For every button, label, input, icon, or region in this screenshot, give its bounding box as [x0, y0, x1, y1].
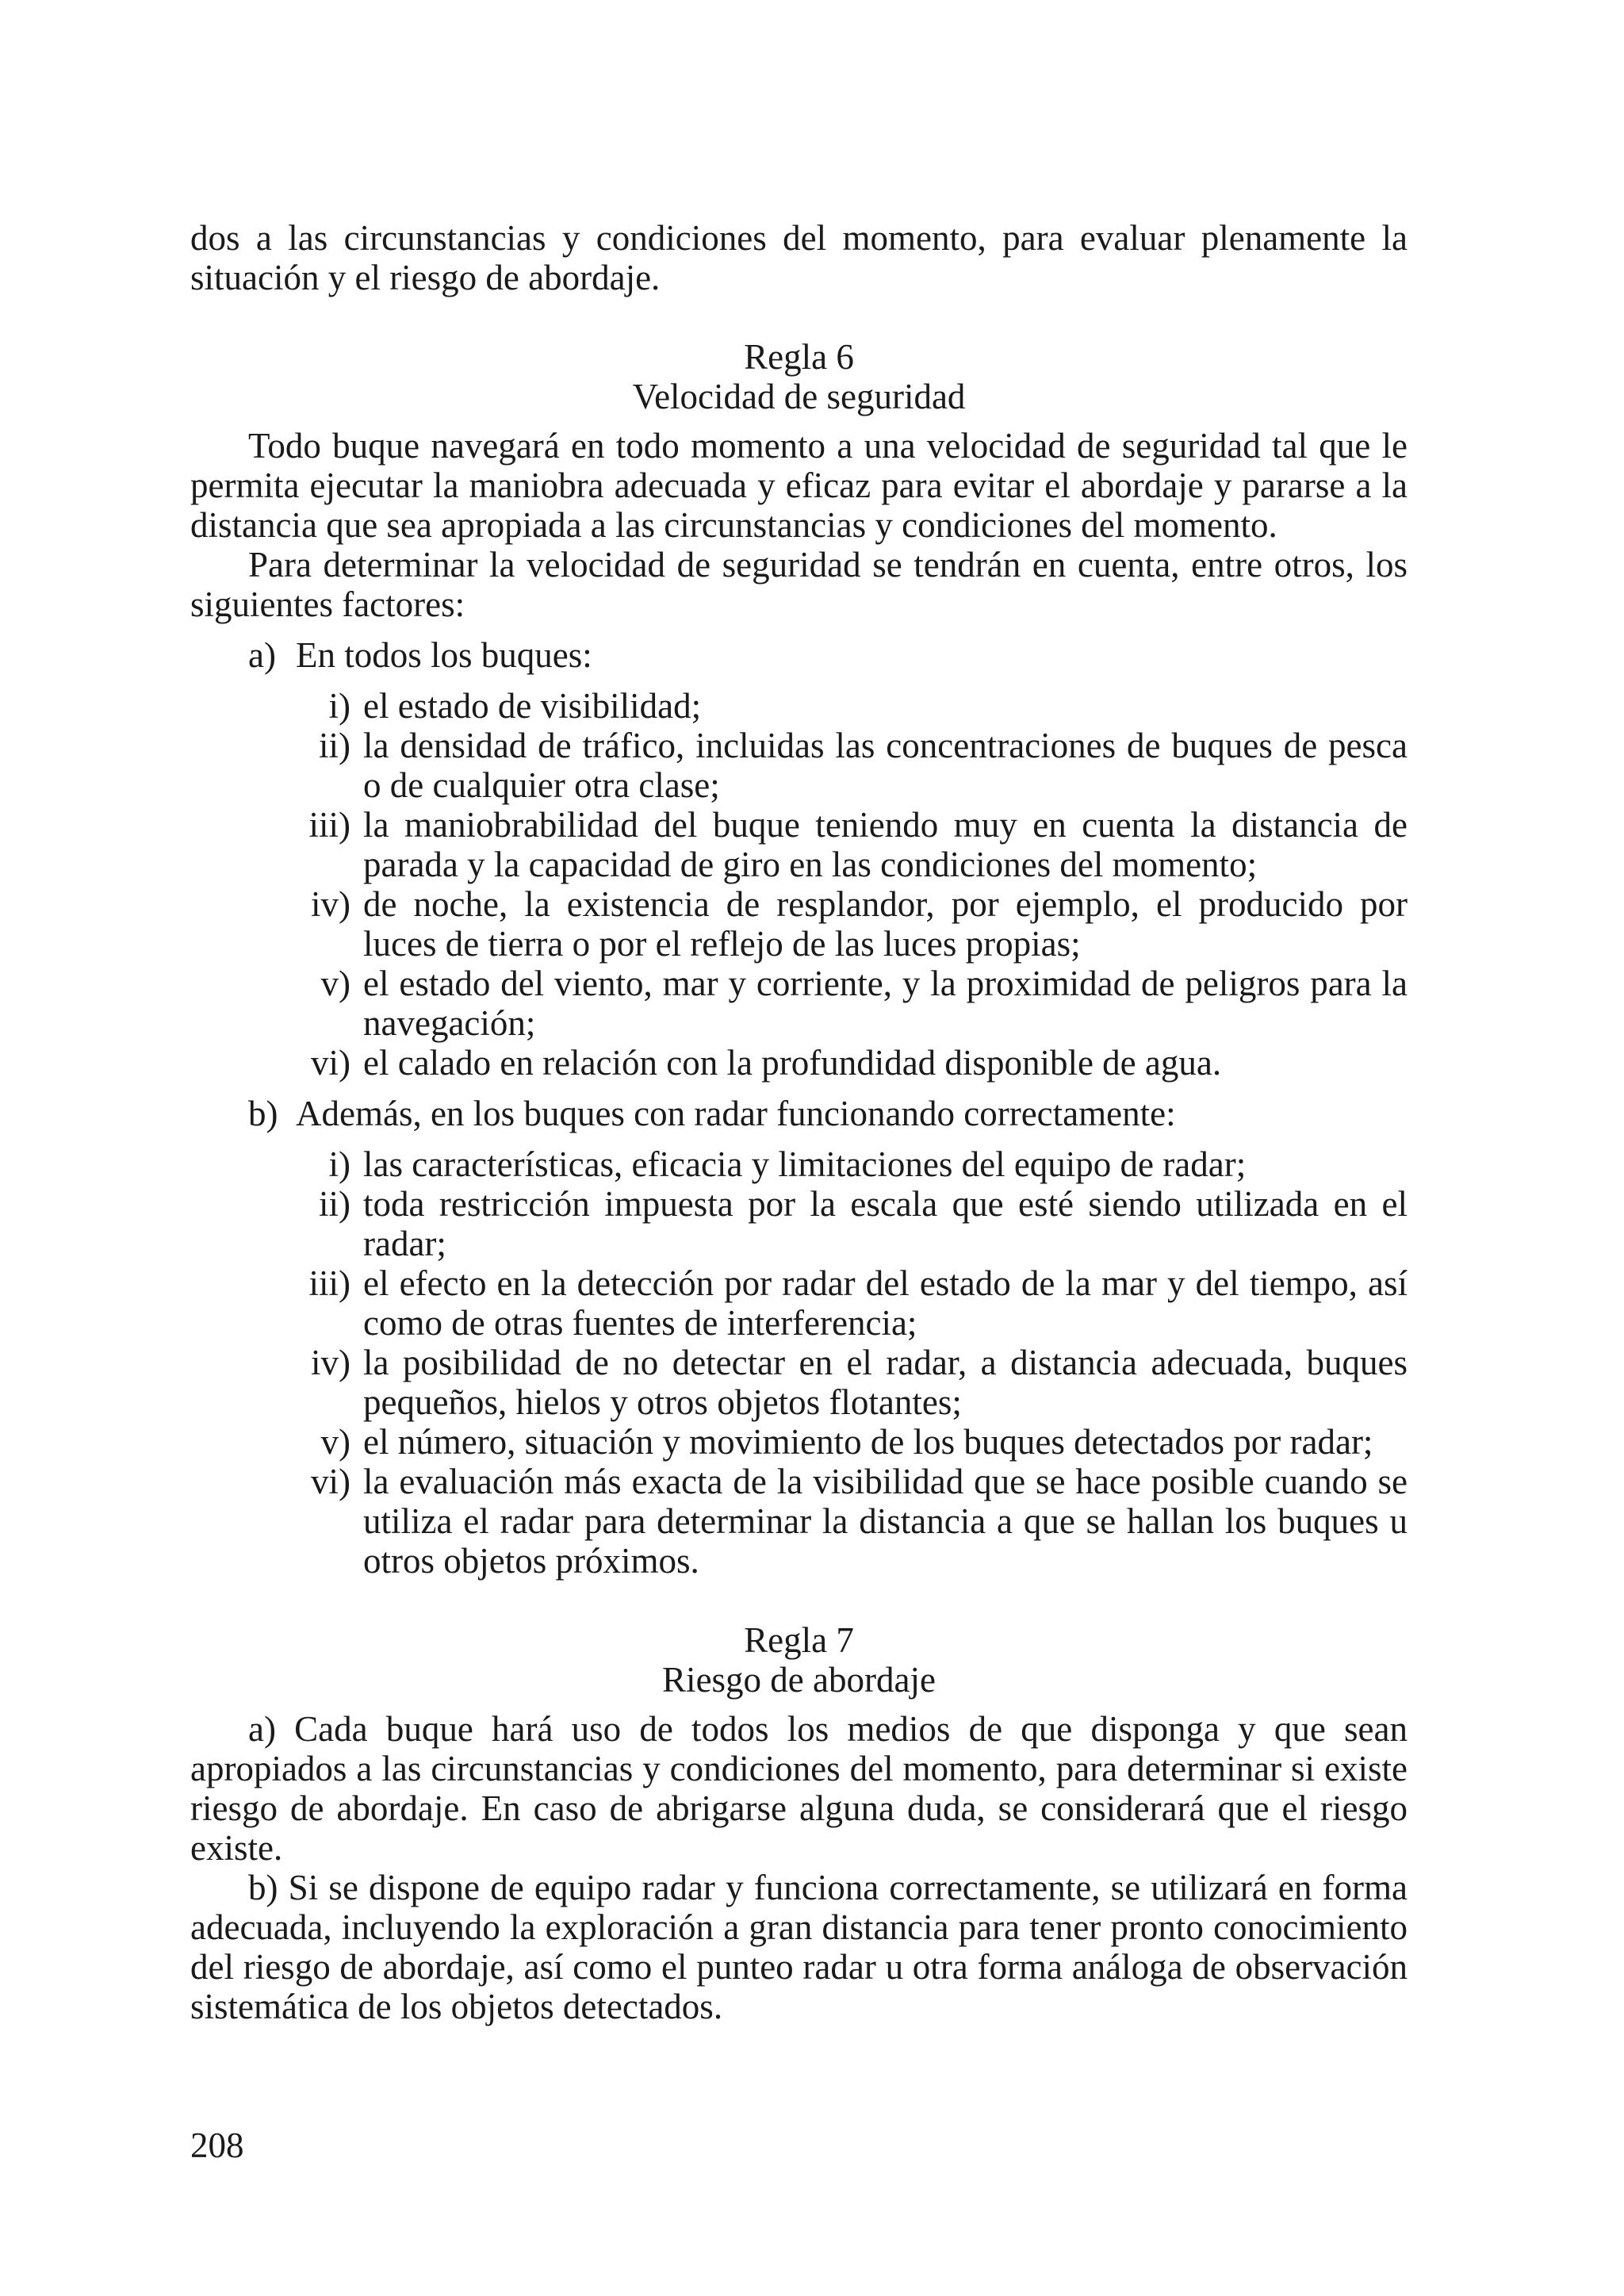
item-text: el número, situación y movimiento de los buques detectados por radar; [363, 1422, 1373, 1462]
item-text: el efecto en la detección por radar del estado de la mar y del tiempo, así como de otras fuentes de interferencia; [363, 1263, 1408, 1343]
regla6-paragraph-1: Todo buque navegará en todo momento a una velocidad de seguridad tal que le permita ejecutar la maniobra adecuada y eficaz para evitar el abordaje y pararse a la distancia que sea apropiada a las circunstancias y condiciones del momento. [190, 426, 1408, 545]
regla6-number: Regla 6 [744, 337, 854, 377]
list-item [190, 884, 1408, 964]
regla7-paragraph-a: a) Cada buque hará uso de todos los medios de que disponga y que sean apropiados a las circunstancias y condiciones del momento, para determinar si existe riesgo de abordaje. En caso de abrigarse alguna duda, se considerará que el riesgo existe. [190, 1709, 1408, 1868]
list-item [190, 1462, 1408, 1581]
regla6-b-letter: b) [248, 1094, 278, 1133]
list-item [190, 1144, 1408, 1184]
item-number: vi) [311, 1462, 350, 1501]
regla6-a-letter: a) [248, 635, 276, 675]
item-number: i) [328, 1144, 350, 1184]
item-number: iv) [311, 1343, 350, 1382]
item-number: v) [320, 1422, 350, 1462]
item-number: ii) [319, 1184, 350, 1224]
page-body [190, 218, 1408, 2026]
item-text: el estado del viento, mar y corriente, y la proximidad de peligros para la navegación; [363, 964, 1408, 1043]
regla7-title: Riesgo de abordaje [662, 1660, 936, 1700]
regla6-a-text: En todos los buques: [296, 635, 592, 675]
item-number: iii) [308, 1263, 350, 1303]
item-text: la evaluación más exacta de la visibilidad que se hace posible cuando se utiliza el radar para determinar la distancia a que se hallan los buques u otros objetos próximos. [363, 1462, 1408, 1581]
regla6-heading [190, 337, 1408, 416]
list-item [190, 686, 1408, 726]
regla7-number: Regla 7 [744, 1620, 854, 1660]
item-number: iv) [311, 884, 350, 924]
regla6-b-text: Además, en los buques con radar funcionando correctamente: [296, 1094, 1176, 1133]
item-text: el estado de visibilidad; [363, 686, 702, 726]
item-number: iii) [308, 805, 350, 845]
item-number: v) [320, 964, 350, 1003]
regla6-b-list [190, 1144, 1408, 1581]
regla6-a-list [190, 686, 1408, 1083]
item-number: ii) [319, 726, 350, 765]
list-item [190, 726, 1408, 805]
list-item [190, 1263, 1408, 1343]
regla6-b-label [190, 1094, 1408, 1133]
item-text: la posibilidad de no detectar en el radar, a distancia adecuada, buques pequeños, hielos y otros objetos flotantes; [363, 1343, 1408, 1422]
item-text: el calado en relación con la profundidad disponible de agua. [363, 1043, 1222, 1083]
regla7-heading [190, 1620, 1408, 1700]
regla6-title: Velocidad de seguridad [632, 377, 966, 416]
list-item [190, 805, 1408, 884]
item-text: la maniobrabilidad del buque teniendo muy en cuenta la distancia de parada y la capacidad de giro en las condiciones del momento; [363, 805, 1408, 884]
list-item [190, 1422, 1408, 1462]
intro-paragraph: dos a las circunstancias y condiciones del momento, para evaluar plenamente la situación y el riesgo de abordaje. [190, 218, 1408, 297]
regla6-a-label [190, 635, 1408, 675]
item-number: i) [328, 686, 350, 726]
list-item [190, 1343, 1408, 1422]
item-text: las características, eficacia y limitaciones del equipo de radar; [363, 1144, 1247, 1184]
item-text: la densidad de tráfico, incluidas las concentraciones de buques de pesca o de cualquier otra clase; [363, 726, 1408, 805]
page-number: 208 [190, 2125, 244, 2165]
regla7-paragraph-b: b) Si se dispone de equipo radar y funciona correctamente, se utilizará en forma adecuada, incluyendo la exploración a gran distancia para tener pronto conocimiento del riesgo de abordaje, así como el punteo radar u otra forma análoga de observación sistemática de los objetos detectados. [190, 1868, 1408, 2026]
list-item [190, 1184, 1408, 1263]
list-item [190, 964, 1408, 1043]
item-text: de noche, la existencia de resplandor, por ejemplo, el producido por luces de tierra o por el reflejo de las luces propias; [363, 884, 1408, 964]
regla6-paragraph-2: Para determinar la velocidad de seguridad se tendrán en cuenta, entre otros, los siguientes factores: [190, 545, 1408, 624]
list-item [190, 1043, 1408, 1083]
item-number: vi) [311, 1043, 350, 1083]
item-text: toda restricción impuesta por la escala que esté siendo utilizada en el radar; [363, 1184, 1408, 1263]
